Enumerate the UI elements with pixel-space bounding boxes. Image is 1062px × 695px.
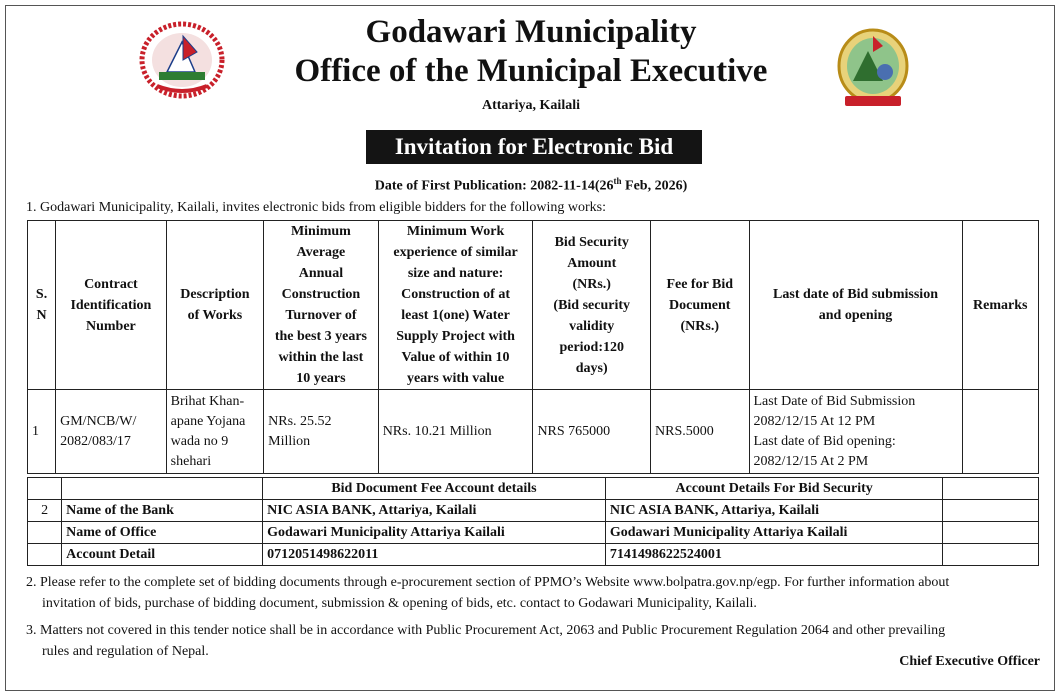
security-account-header: Account Details For Bid Security	[605, 478, 943, 500]
account-header-row	[28, 478, 1039, 500]
fee-account-number: 0712051498622011	[263, 544, 606, 566]
bid-table	[27, 220, 1039, 474]
publication-date: Date of First Publication: 2082-11-14(26th Feb, 2026)	[374, 176, 688, 194]
note-3-line-1: 3. Matters not covered in this tender notice shall be in accordance with Public Procurement Act, 2063 and Public Procurement Regulation 2064 and other prevailing	[26, 623, 946, 638]
cell-bid-security: NRS 765000	[533, 390, 651, 474]
fee-bank: NIC ASIA BANK, Attariya, Kailali	[263, 500, 606, 522]
header-cell: Contract Identification Number	[56, 221, 167, 390]
table-row	[28, 390, 1039, 474]
address: Attariya, Kailali	[482, 98, 580, 113]
cell-contract-id: GM/NCB/W/ 2082/083/17	[56, 390, 167, 474]
security-office: Godawari Municipality Attariya Kailali	[605, 522, 943, 544]
notice-banner: Invitation for Electronic Bid	[366, 130, 702, 164]
cell-empty	[943, 478, 1039, 500]
cell-experience: NRs. 10.21 Million	[378, 390, 533, 474]
header-cell: Fee for Bid Document (NRs.)	[651, 221, 749, 390]
header-cell: S. N	[28, 221, 56, 390]
note-2	[26, 572, 949, 614]
security-account-number: 7141498622524001	[605, 544, 943, 566]
table-row	[28, 522, 1039, 544]
note-3	[26, 620, 945, 662]
cell-remarks	[962, 390, 1038, 474]
table-row	[28, 500, 1039, 522]
cell-sn: 1	[28, 390, 56, 474]
note-3-line-2: rules and regulation of Nepal.	[42, 644, 209, 659]
cell-empty	[62, 478, 263, 500]
note-2-line-1: 2. Please refer to the complete set of bidding documents through e-procurement section of PPMO’s Website www.bolpatra.gov.np/egp. For further information about	[26, 575, 950, 590]
office-name: Office of the Municipal Executive	[294, 53, 768, 89]
cell-empty	[28, 478, 62, 500]
fee-account-header: Bid Document Fee Account details	[263, 478, 606, 500]
cell-description: Brihat Khan- apane Yojana wada no 9 shehari	[166, 390, 263, 474]
municipality-name: Godawari Municipality	[365, 14, 697, 50]
table-row	[28, 544, 1039, 566]
note-2-line-2: invitation of bids, purchase of bidding document, submission & opening of bids, etc. contact to Godawari Municipality, Kailali.	[42, 596, 757, 611]
cell-empty	[28, 544, 62, 566]
fee-office: Godawari Municipality Attariya Kailali	[263, 522, 606, 544]
row-label: Name of Office	[62, 522, 263, 544]
header-cell: Minimum Work experience of similar size and nature: Construction of at least 1(one) Water Supply Project with Value of within 10 years with value	[378, 221, 533, 390]
intro-text: 1. Godawari Municipality, Kailali, invites electronic bids from eligible bidders for the following works:	[26, 200, 606, 215]
header-cell: Remarks	[962, 221, 1038, 390]
header-cell: Bid Security Amount (NRs.) (Bid security validity period:120 days)	[533, 221, 651, 390]
cell-fee: NRS.5000	[651, 390, 749, 474]
header-cell: Minimum Average Annual Construction Turnover of the best 3 years within the last 10 years	[264, 221, 379, 390]
cell-last-date: Last Date of Bid Submission 2082/12/15 At 12 PM Last date of Bid opening: 2082/12/15 At 2 PM	[749, 390, 962, 474]
header-cell: Last date of Bid submission and opening	[749, 221, 962, 390]
cell-turnover: NRs. 25.52 Million	[264, 390, 379, 474]
cell-sn: 2	[28, 500, 62, 522]
row-label: Account Detail	[62, 544, 263, 566]
cell-empty	[943, 522, 1039, 544]
cell-empty	[28, 522, 62, 544]
cell-empty	[943, 500, 1039, 522]
header-cell: Description of Works	[166, 221, 263, 390]
account-table	[27, 477, 1039, 566]
cell-empty	[943, 544, 1039, 566]
security-bank: NIC ASIA BANK, Attariya, Kailali	[605, 500, 943, 522]
row-label: Name of the Bank	[62, 500, 263, 522]
signatory: Chief Executive Officer	[899, 654, 1040, 669]
bid-table-header-row	[28, 221, 1039, 390]
